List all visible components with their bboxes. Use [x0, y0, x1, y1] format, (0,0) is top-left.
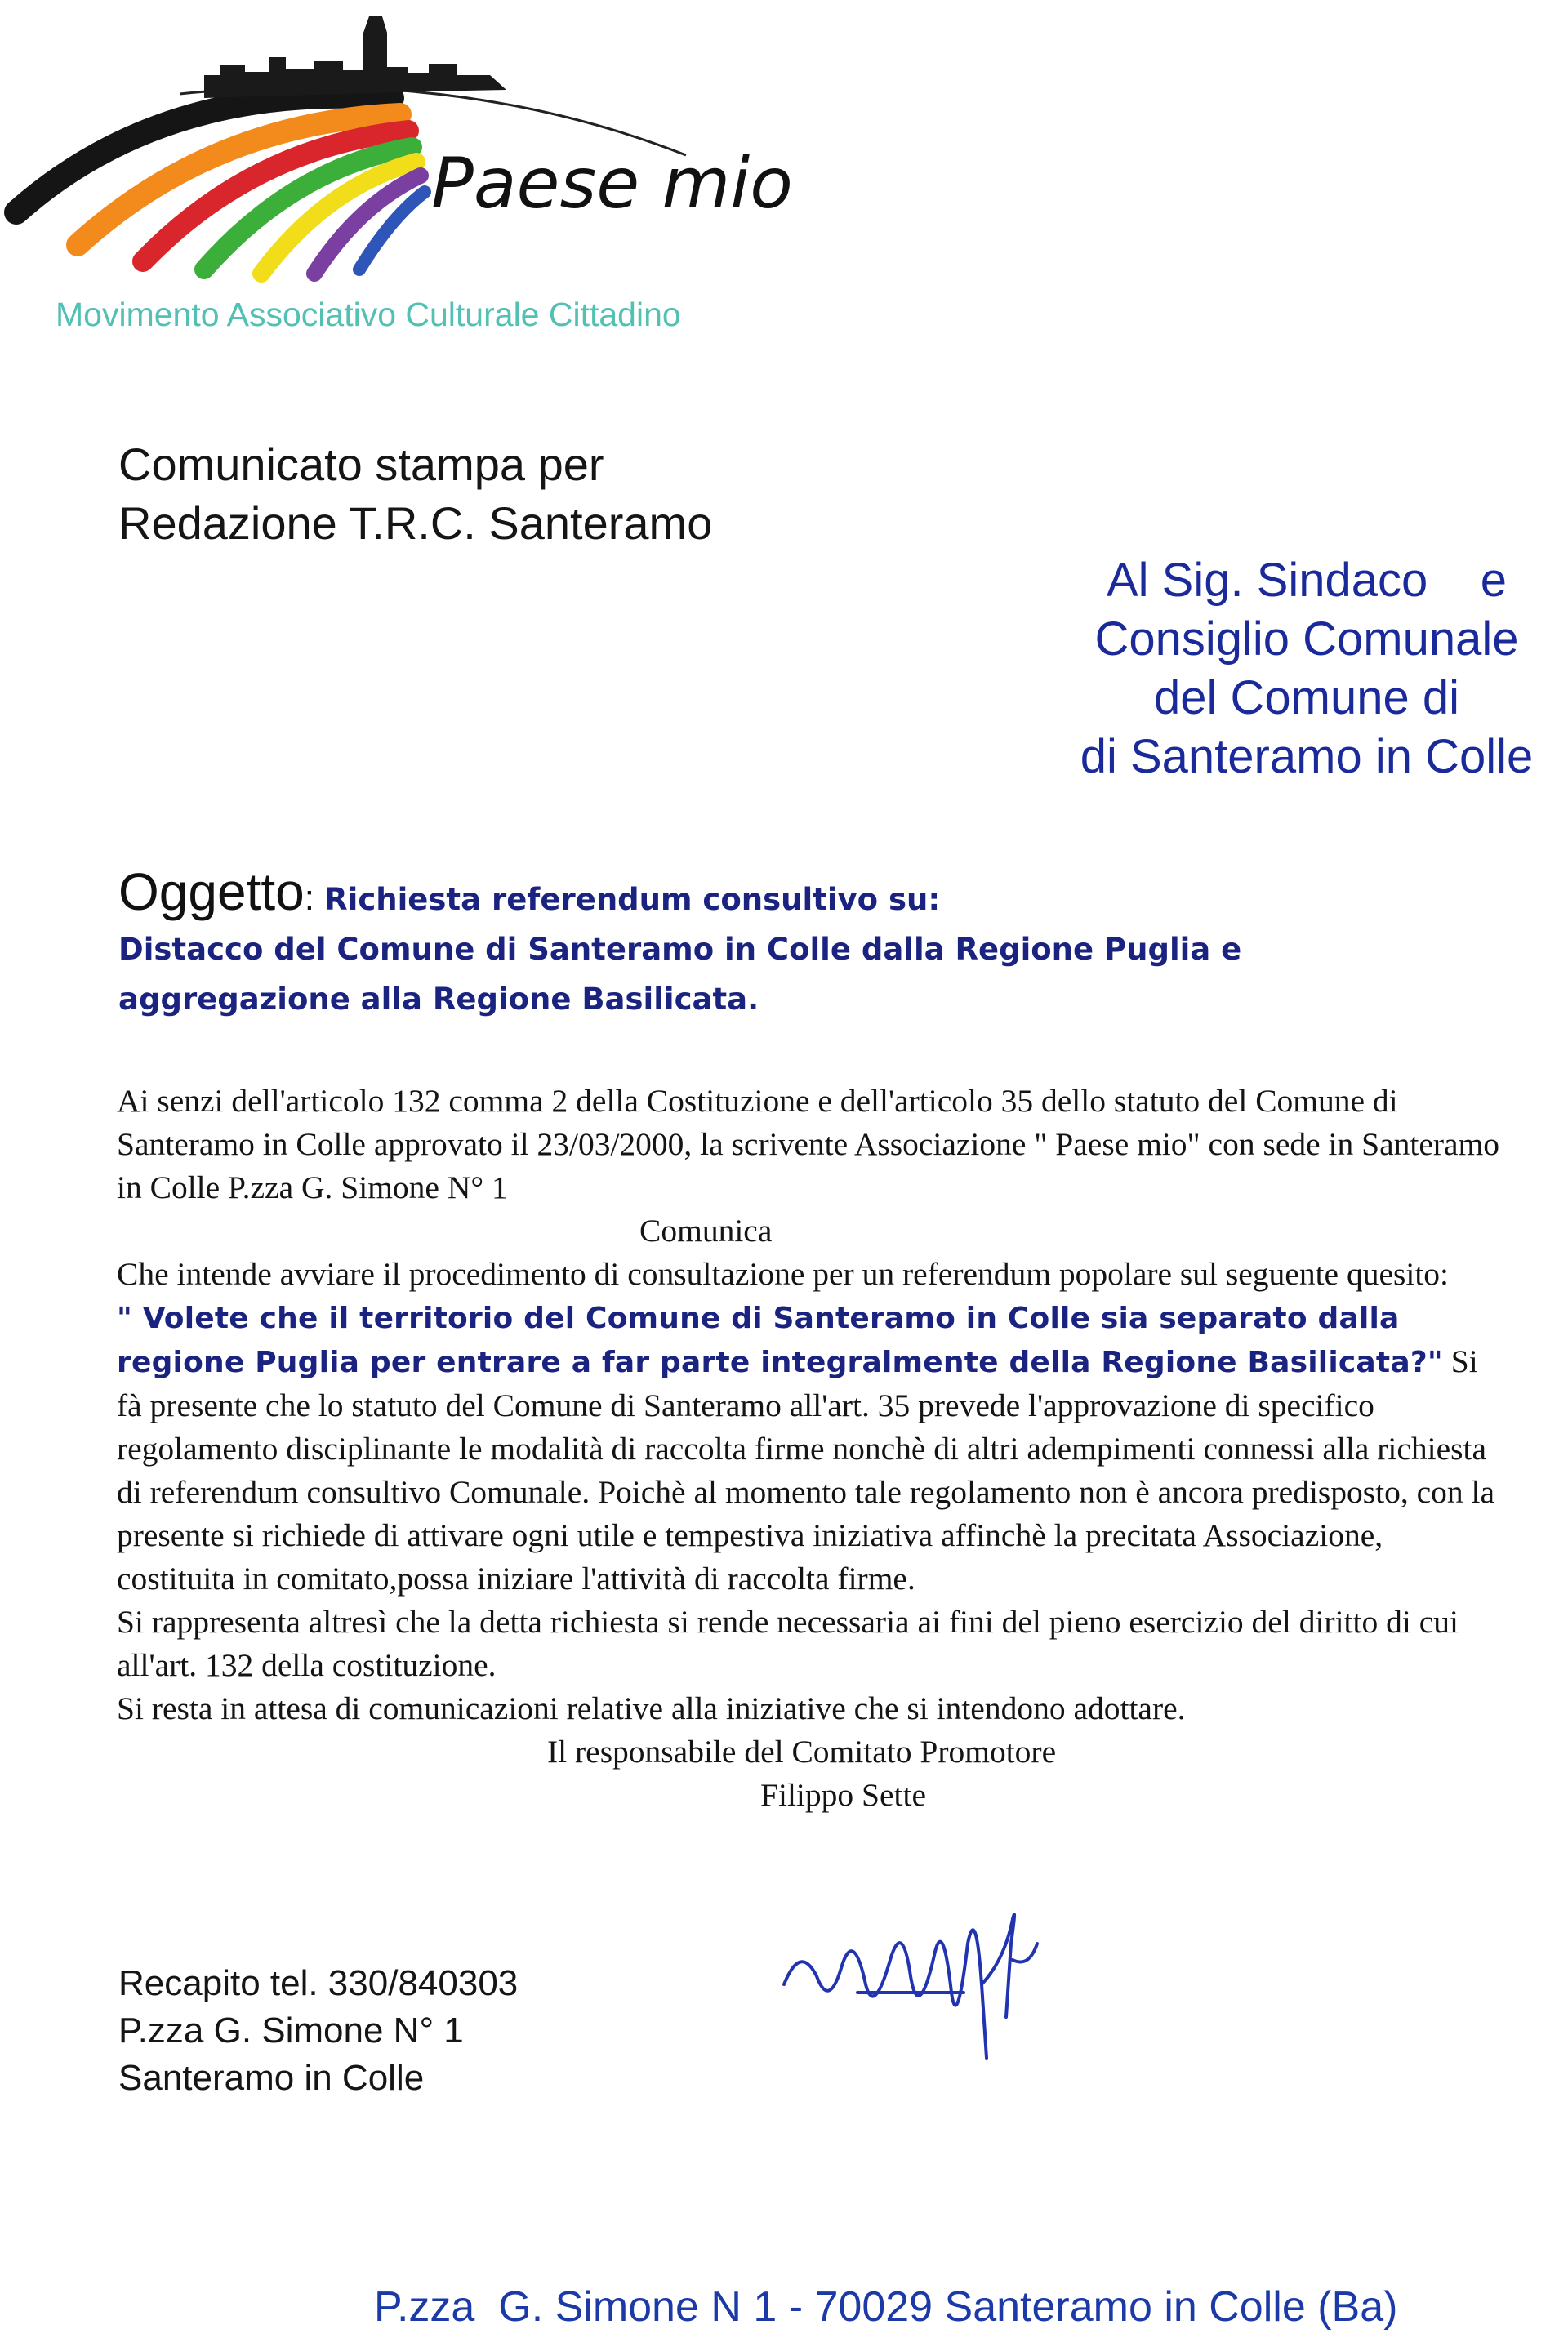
- intende-paragraph: Che intende avviare il procedimento di consultazione per un referendum popolare sul seguente quesito:: [117, 1256, 1450, 1292]
- recipient-line-1: Al Sig. Sindaco e: [1106, 554, 1508, 607]
- subject-line-2: Distacco del Comune di Santeramo in Colle dalla Regione Puglia e: [118, 932, 1242, 967]
- signer-name: Filippo Sette: [760, 1777, 926, 1813]
- contact-city: Santeramo in Colle: [118, 2058, 425, 2098]
- intro-paragraph: Ai senzi dell'articolo 132 comma 2 della Costituzione e dell'articolo 35 dello statuto del Comune di Santeramo in Colle approvato il 23/03/2000, la scrivente Associazione " Paese mio" con sede in Santeramo in Colle P.zza G. Simone N° 1: [117, 1083, 1500, 1205]
- rappresenta-paragraph: Si rappresenta altresì che la detta richiesta si rende necessaria ai fini del pieno esercizio del diritto di cui all'art. 132 della costituzione.: [117, 1604, 1459, 1683]
- contact-phone: Recapito tel. 330/840303: [118, 1963, 519, 2003]
- press-line-1: Comunicato stampa per: [118, 439, 604, 490]
- recipient-block: [1054, 551, 1560, 786]
- contact-address: P.zza G. Simone N° 1: [118, 2011, 464, 2051]
- subject-line-1: Richiesta referendum consultivo su:: [324, 882, 941, 917]
- subject-block: [118, 862, 1490, 1024]
- press-header: [118, 435, 712, 553]
- recipient-line-2: Consiglio Comunale: [1094, 612, 1519, 666]
- handwritten-signature: [768, 1870, 1062, 2082]
- statuto-paragraph: Si fà presente che lo statuto del Comune di Santeramo all'art. 35 prevede l'approvazione di specifico regolamento disciplinante le modalità di raccolta firme nonchè di altri adempimenti connessi alla richiesta di referendum consultivo Comunale. Poichè al momento tale regolamento non è ancora predisposto, con la presente si richiede di attivare ogni utile e tempestiva iniziativa affinchè la precitata Associazione, costituita in comitato,possa iniziare l'attività di raccolta firme.: [117, 1343, 1495, 1597]
- subject-line-3: aggregazione alla Regione Basilicata.: [118, 982, 760, 1017]
- subject-label: Oggetto: [118, 862, 305, 921]
- village-skyline-icon: [204, 16, 506, 98]
- recipient-line-3: del Comune di: [1154, 671, 1459, 724]
- footer-address: P.zza G. Simone N 1 - 70029 Santeramo in Colle (Ba): [374, 2283, 1398, 2331]
- subject-colon: :: [304, 878, 325, 918]
- comunica-heading: Comunica: [639, 1213, 773, 1249]
- attesa-paragraph: Si resta in attesa di comunicazioni relative alla iniziative che si intendono adottare.: [117, 1690, 1186, 1726]
- logo-subtitle: Movimento Associativo Culturale Cittadino: [56, 296, 681, 333]
- press-line-2: Redazione T.R.C. Santeramo: [118, 497, 713, 549]
- referendum-question: " Volete che il territorio del Comune di Santeramo in Colle sia separato dalla regione Puglia per entrare a far parte integralmente della Regione Basilicata?": [117, 1302, 1443, 1379]
- closing-line: Il responsabile del Comitato Promotore: [547, 1734, 1057, 1770]
- contact-block: [118, 1960, 518, 2102]
- letter-body: [117, 1080, 1505, 1817]
- logo-name: Paese mio: [431, 143, 793, 225]
- recipient-line-4: di Santeramo in Colle: [1080, 730, 1534, 783]
